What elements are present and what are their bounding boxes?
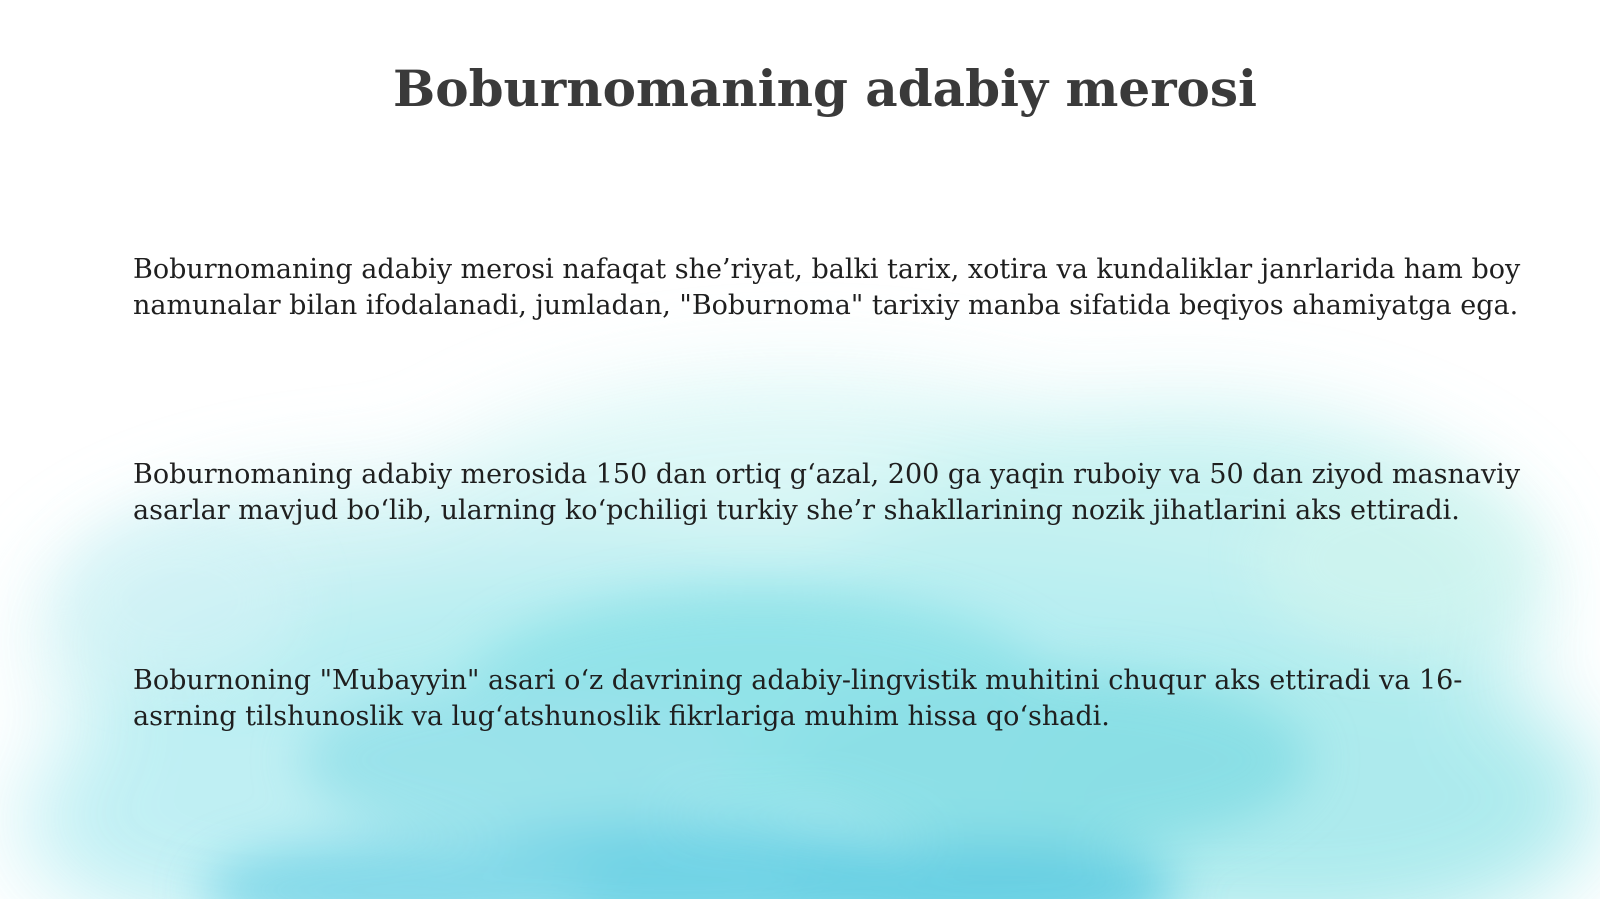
paragraph-3: Boburnoning "Mubayyin" asari o‘z davrining adabiy-lingvistik muhitini chuqur aks ettiradi va 16-asrning tilshunoslik va lug‘atshunoslik fikrlariga muhim hissa qo‘shadi. <box>133 665 1463 732</box>
slide-title: Boburnomaning adabiy merosi <box>392 59 1258 118</box>
paragraph-1: Boburnomaning adabiy merosi nafaqat she’riyat, balki tarix, xotira va kundaliklar janrlarida ham boy namunalar bilan ifodalanadi, jumladan, "Boburnoma" tarixiy manba sifatida beqiyos ahamiyatga ega. <box>133 254 1521 321</box>
paragraph-2: Boburnomaning adabiy merosida 150 dan ortiq g‘azal, 200 ga yaqin ruboiy va 50 dan ziyod masnaviy asarlar mavjud bo‘lib, ularning ko‘pchiligi turkiy she’r shakllarining nozik jihatlarini aks ettiradi. <box>133 459 1521 526</box>
